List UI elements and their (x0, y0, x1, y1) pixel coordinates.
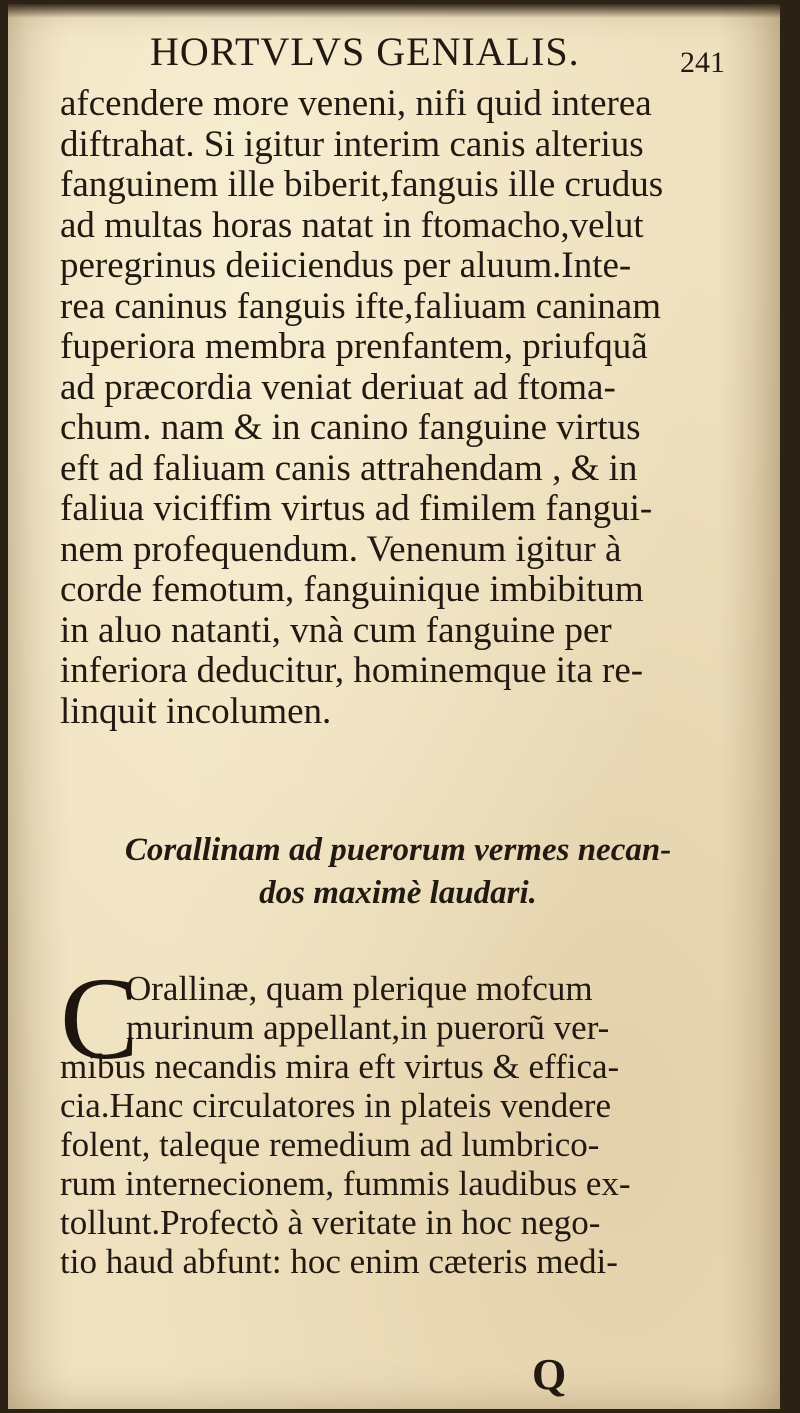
book-page (8, 4, 780, 1409)
running-title: HORTVLVS GENIALIS. (150, 29, 580, 74)
drop-cap: C (60, 953, 139, 1084)
text-line: inferiora deducitur, hominemque ita re- (60, 650, 644, 691)
text-line: tio haud abfunt: hoc enim cæteris medi- (60, 1242, 618, 1281)
catchword: Q (532, 1350, 567, 1399)
text-line: ad multas horas natat in ftomacho,velut (60, 204, 644, 246)
text-line: linquit incolumen. (60, 690, 332, 732)
text-line: nem profequendum. Venenum igitur à (60, 528, 622, 570)
text-line: cia.Hanc circulatores in plateis vendere (60, 1086, 611, 1125)
text-line: faliua viciffim virtus ad fimilem fangui- (60, 488, 653, 529)
text-line: chum. nam & in canino fanguine virtus (60, 407, 641, 448)
text-line: fanguinem ille biberit,fanguis ille crudus (60, 164, 664, 205)
text-line: folent, taleque remedium ad lumbrico- (60, 1125, 600, 1164)
section-heading (48, 829, 748, 915)
text-line: corde femotum, fanguinique imbibitum (60, 569, 644, 610)
body-paragraph (60, 84, 770, 732)
text-line: Orallinæ, quam plerique mofcum (126, 969, 593, 1008)
text-line: ad præcordia veniat deriuat ad ftoma- (60, 366, 616, 408)
heading-line: Corallinam ad puerorum vermes necan- (124, 832, 672, 868)
page-header (150, 28, 770, 84)
text-line: mibus necandis mira eft virtus & effica- (60, 1047, 620, 1086)
text-line: tollunt.Profectò à veritate in hoc nego- (60, 1203, 601, 1242)
text-line: diftrahat. Si igitur interim canis alterius (60, 123, 644, 165)
text-line: fuperiora membra prenfantem, priufquã (60, 326, 648, 367)
text-line: afcendere more veneni, nifi quid interea (60, 83, 652, 124)
text-line: murinum appellant,in puerorũ ver- (126, 1008, 610, 1047)
page-number: 241 (680, 46, 725, 79)
page-top-shadow (8, 4, 780, 18)
text-line: eft ad faliuam canis attrahendam , & in (60, 447, 638, 489)
text-line: rea caninus fanguis ifte,faliuam caninam (60, 285, 661, 327)
text-line: in aluo natanti, vnà cum fanguine per (60, 609, 612, 651)
section-paragraph (60, 953, 770, 1281)
heading-line: dos maximè laudari. (259, 875, 537, 911)
text-line: rum internecionem, fummis laudibus ex- (60, 1164, 631, 1203)
text-line: peregrinus deiiciendus per aluum.Inte- (60, 245, 632, 286)
